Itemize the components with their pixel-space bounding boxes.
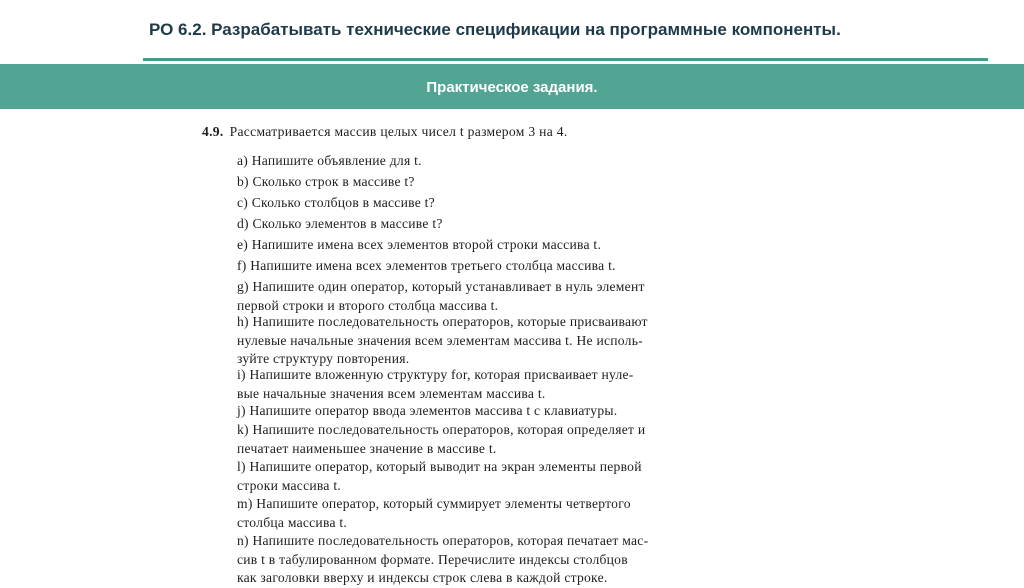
slide-title: РО 6.2. Разрабатывать технические спецификации на программные компоненты. [149,20,841,39]
problem-item [237,366,634,403]
problem-item-line: как заголовки вверху и индексы строк слева в каждой строке. [237,570,608,585]
scanned-problem [195,122,735,585]
problem-item-line: столбца массива t. [237,514,348,530]
problem-item-line: c) Сколько столбцов в массиве t? [237,195,435,210]
problem-item [237,495,631,532]
problem-item-line: вые начальные значения всем элементам массива t. [237,385,546,401]
problem-item [237,215,443,234]
problem-item-line: строки массива t. [237,477,341,493]
problem-item-line: первой строки и второго столбца массива t. [237,297,499,313]
problem-item-line: j) Напишите оператор ввода элементов массива t с клавиатуры. [237,403,618,418]
problem-item-line: зуйте структуру повторения. [237,351,410,366]
problem-item [237,257,616,276]
problem-item-line: m) Напишите оператор, который суммирует элементы четвертого [237,496,631,511]
problem-item [237,421,645,458]
problem-header [202,124,568,140]
problem-item-line: печатает наименьшее значение в массиве t. [237,440,497,456]
problem-item-line: e) Напишите имена всех элементов второй строки массива t. [237,237,602,252]
problem-item-line: k) Напишите последовательность операторов, которая определяет и [237,422,646,437]
problem-item-line: f) Напишите имена всех элементов третьего столбца массива t. [237,258,616,273]
title-underline [143,58,988,61]
section-band [0,64,1024,109]
problem-item [237,278,645,315]
problem-item-line: h) Напишите последовательность операторов, которые присваивают [237,314,648,329]
problem-item-line: сив t в табулированном формате. Перечислите индексы столбцов [237,551,628,567]
problem-item-line: a) Напишите объявление для t. [237,153,422,168]
problem-item [237,236,601,255]
problem-item [237,532,648,588]
slide-header [143,0,988,62]
problem-item [237,152,422,171]
problem-statement: Рассматривается массив целых чисел t размером 3 на 4. [229,124,568,139]
section-label: Практическое задания. [426,79,598,96]
problem-item [237,313,648,369]
problem-item-line: n) Напишите последовательность операторов, которая печатает мас- [237,533,649,548]
problem-item-line: g) Напишите один оператор, который устанавливает в нуль элемент [237,279,645,294]
problem-item [237,173,415,192]
problem-number: 4.9. [202,124,224,139]
problem-item-line: нулевые начальные значения всем элементам массива t. Не исполь- [237,332,643,348]
problem-item [237,458,642,495]
problem-item-line: l) Напишите оператор, который выводит на экран элементы первой [237,459,642,474]
problem-item [237,194,435,213]
problem-item-line: i) Напишите вложенную структуру for, которая присваивает нуле- [237,367,634,382]
problem-item-line: b) Сколько строк в массиве t? [237,174,415,189]
problem-item [237,402,617,421]
problem-item-line: d) Сколько элементов в массиве t? [237,216,443,231]
